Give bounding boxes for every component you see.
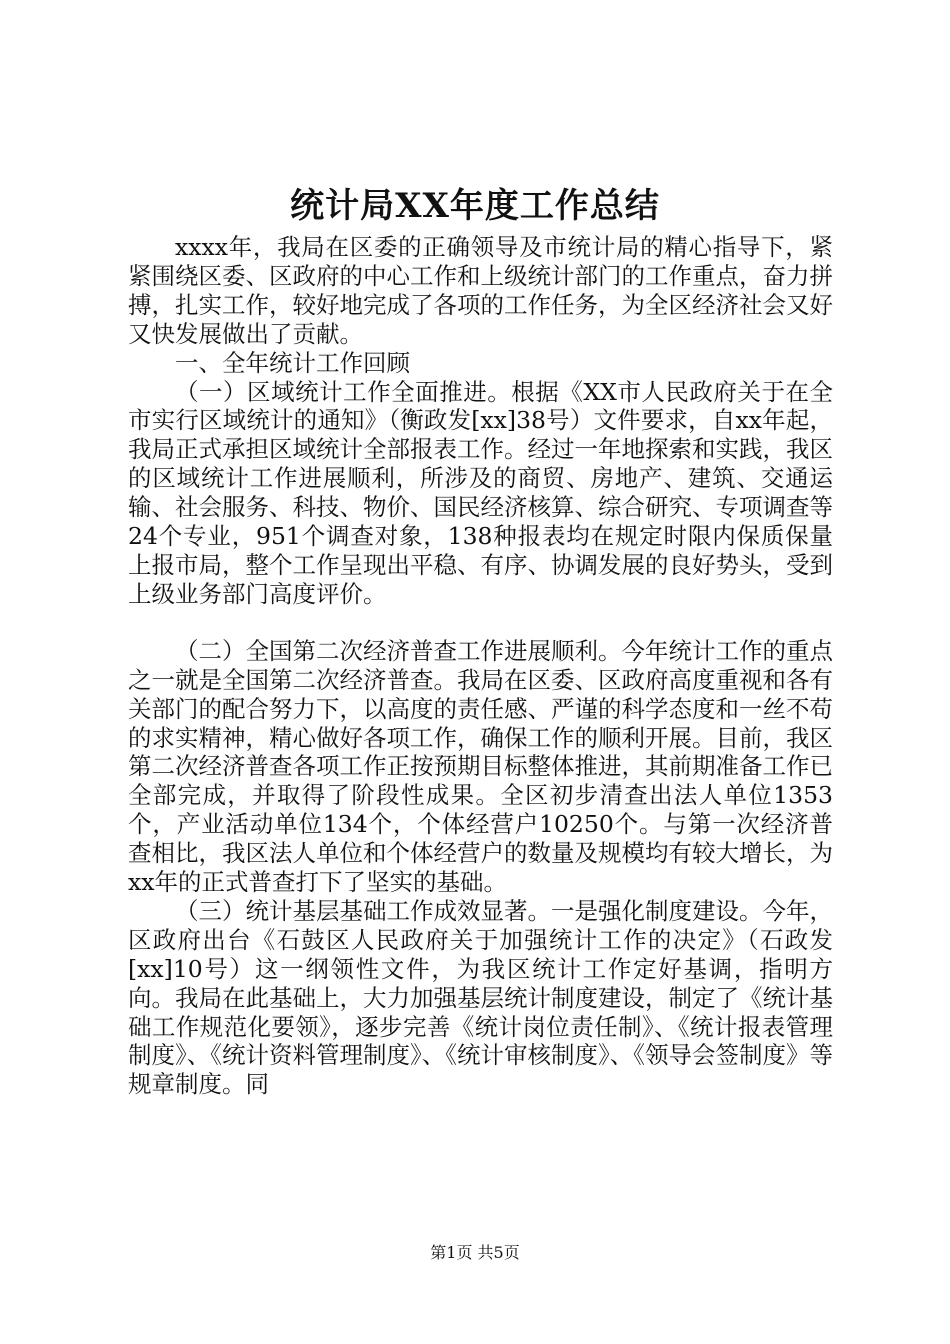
- document-title: 统计局XX年度工作总结: [290, 186, 660, 226]
- section-heading: 一、全年统计工作回顾: [175, 348, 410, 377]
- paragraph-regional-statistics: （一）区域统计工作全面推进。根据《XX市人民政府关于在全市实行区域统计的通知》（衡政发[xx]38号）文件要求，自xx年起，我局正式承担区域统计全部报表工作。经过一年地探索和实践，我区的区域统计工作进展顺利，所涉及的商贸、房地产、建筑、交通运输、社会服务、科技、物价、国民经济核算、综合研究、专项调查等24个专业，951个调查对象，138种报表均在规定时限内保质保量上报市局，整个工作呈现出平稳、有序、协调发展的良好势头，受到上级业务部门高度评价。: [128, 377, 833, 608]
- paragraph-grassroots-work: （三）统计基层基础工作成效显著。一是强化制度建设。今年，区政府出台《石鼓区人民政府关于加强统计工作的决定》（石政发[xx]10号）这一纲领性文件，为我区统计工作定好基调，指明方向。我局在此基础上，大力加强基层统计制度建设，制定了《统计基础工作规范化要领》，逐步完善《统计岗位责任制》、《统计报表管理制度》、《统计资料管理制度》、《统计审核制度》、《领导会签制度》等规章制度。同: [128, 896, 833, 1099]
- paragraph-economic-census: （二）全国第二次经济普查工作进展顺利。今年统计工作的重点之一就是全国第二次经济普查。我局在区委、区政府高度重视和各有关部门的配合努力下，以高度的责任感、严谨的科学态度和一丝不苟的求实精神，精心做好各项工作，确保工作的顺利开展。目前，我区第二次经济普查各项工作正按预期目标整体推进，其前期准备工作已全部完成，并取得了阶段性成果。全区初步清查出法人单位1353个，产业活动单位134个，个体经营户10250个。与第一次经济普查相比，我区法人单位和个体经营户的数量及规模均有较大增长，为xx年的正式普查打下了坚实的基础。: [128, 636, 833, 897]
- paragraph-intro: xxxx年，我局在区委的正确领导及市统计局的精心指导下，紧紧围绕区委、区政府的中心工作和上级统计部门的工作重点，奋力拼搏，扎实工作，较好地完成了各项的工作任务，为全区经济社会又好又快发展做出了贡献。: [128, 233, 833, 348]
- document-body: [128, 233, 833, 1099]
- page-number: 第1页 共5页: [430, 1243, 520, 1262]
